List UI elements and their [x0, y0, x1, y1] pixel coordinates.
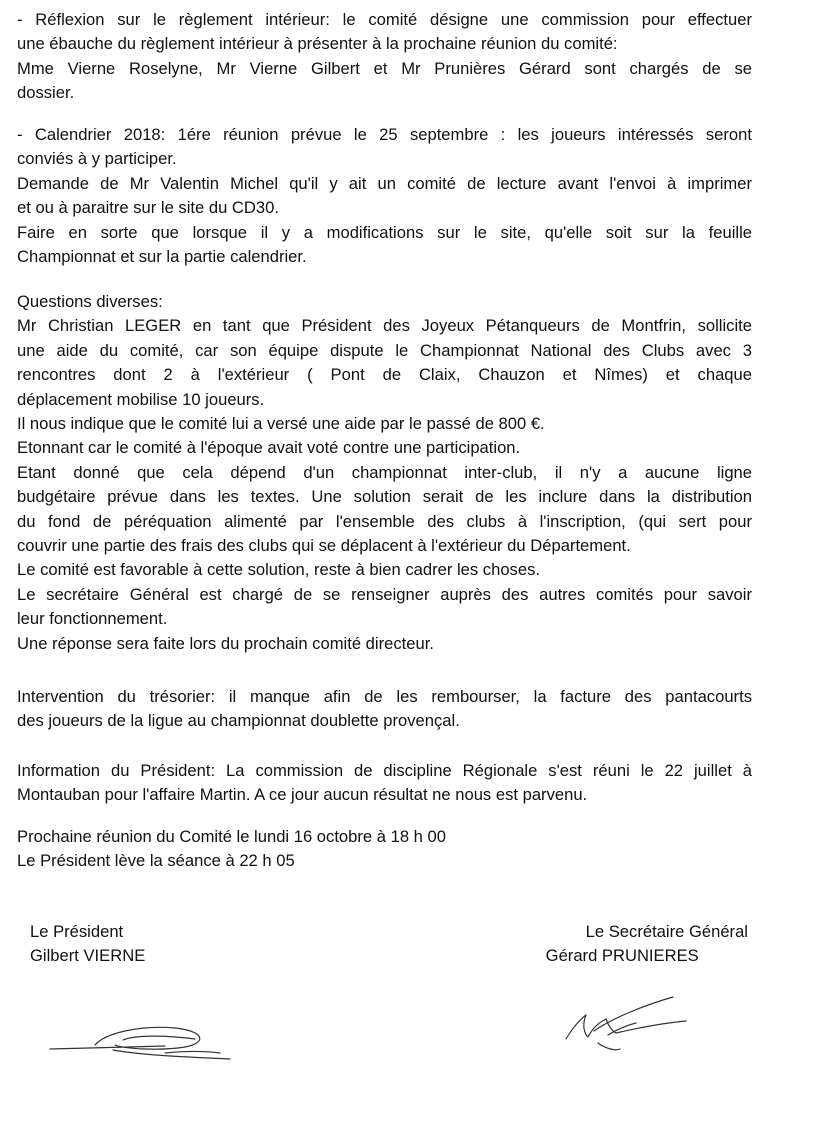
text-line: Demande de Mr Valentin Michel qu'il y ait un comité de lecture avant l'envoi à imprimer	[17, 173, 752, 193]
signature-role: Le Président	[30, 922, 124, 941]
text-line: leur fonctionnement.	[17, 609, 168, 629]
text-line: Etant donné que cela dépend d'un championnat inter-club, il n'y a aucune ligne	[17, 462, 752, 482]
signature-block-president	[30, 920, 145, 969]
text-line: Questions diverses:	[17, 292, 163, 311]
paragraph-questions-diverses	[17, 290, 752, 656]
text-line: Intervention du trésorier: il manque afin de les rembourser, la facture des pantacourts	[17, 687, 752, 706]
text-line: Le secrétaire Général est chargé de se renseigner auprès des autres comités pour savoir	[17, 584, 752, 604]
text-line: Mme Vierne Roselyne, Mr Vierne Gilbert et Mr Prunières Gérard sont chargés de se	[17, 58, 752, 78]
text-line: dossier.	[17, 83, 75, 103]
text-line: une ébauche du règlement intérieur à présenter à la prochaine réunion du comité:	[17, 34, 618, 54]
text-line: conviés à y participer.	[17, 149, 177, 169]
text-line: budgétaire prévue dans les textes. Une solution serait de les inclure dans la distribution	[17, 487, 752, 507]
text-line: Mr Christian LEGER en tant que Président des Joyeux Pétanqueurs de Montfrin, sollicite	[17, 316, 752, 336]
text-line: Il nous indique que le comité lui a versé une aide par le passé de 800 €.	[17, 414, 545, 434]
signature-block-secretaire	[545, 920, 748, 969]
paragraph-prochaine-reunion	[17, 825, 752, 874]
text-line: Une réponse sera faite lors du prochain comité directeur.	[17, 633, 434, 653]
signature-name: Gérard PRUNIERES	[545, 946, 699, 966]
text-line: et ou à paraitre sur le site du CD30.	[17, 198, 279, 218]
text-line: déplacement mobilise 10 joueurs.	[17, 389, 265, 409]
president-signature-icon	[45, 1015, 245, 1070]
text-line: une aide du comité, car son équipe dispute le Championnat National des Clubs avec 3	[17, 340, 752, 360]
text-line: du fond de péréquation alimenté par l'ensemble des clubs à l'inscription, (qui sert pour	[17, 511, 752, 531]
text-line: des joueurs de la ligue au championnat doublette provençal.	[17, 711, 460, 731]
text-line: Montauban pour l'affaire Martin. A ce jour aucun résultat ne nous est parvenu.	[17, 785, 588, 805]
text-line: Information du Président: La commission de discipline Régionale s'est réuni le 22 juillet à	[17, 761, 752, 780]
text-line: Le comité est favorable à cette solution, reste à bien cadrer les choses.	[17, 560, 540, 580]
paragraph-information-president	[17, 759, 752, 808]
text-line: rencontres dont 2 à l'extérieur ( Pont de Claix, Chauzon et Nîmes) et chaque	[17, 365, 752, 385]
text-line: Faire en sorte que lorsque il y a modifications sur le site, qu'elle soit sur la feuille	[17, 222, 752, 242]
paragraph-calendrier	[17, 123, 752, 269]
text-line: - Calendrier 2018: 1ére réunion prévue le 25 septembre : les joueurs intéressés seront	[17, 125, 752, 144]
signature-name: Gilbert VIERNE	[30, 946, 146, 966]
paragraph-tresorier	[17, 685, 752, 734]
text-line: couvrir une partie des frais des clubs qui se déplacent à l'extérieur du Département.	[17, 536, 631, 556]
secretaire-signature-icon	[558, 995, 693, 1055]
paragraph-reglement	[17, 8, 752, 106]
text-line: Etonnant car le comité à l'époque avait voté contre une participation.	[17, 438, 521, 458]
text-line: Prochaine réunion du Comité le lundi 16 octobre à 18 h 00	[17, 827, 446, 846]
signature-role: Le Secrétaire Général	[585, 922, 748, 941]
text-line: Le Président lève la séance à 22 h 05	[17, 851, 295, 871]
text-line: - Réflexion sur le règlement intérieur: le comité désigne une commission pour effectuer	[17, 10, 752, 29]
text-line: Championnat et sur la partie calendrier.	[17, 247, 307, 267]
